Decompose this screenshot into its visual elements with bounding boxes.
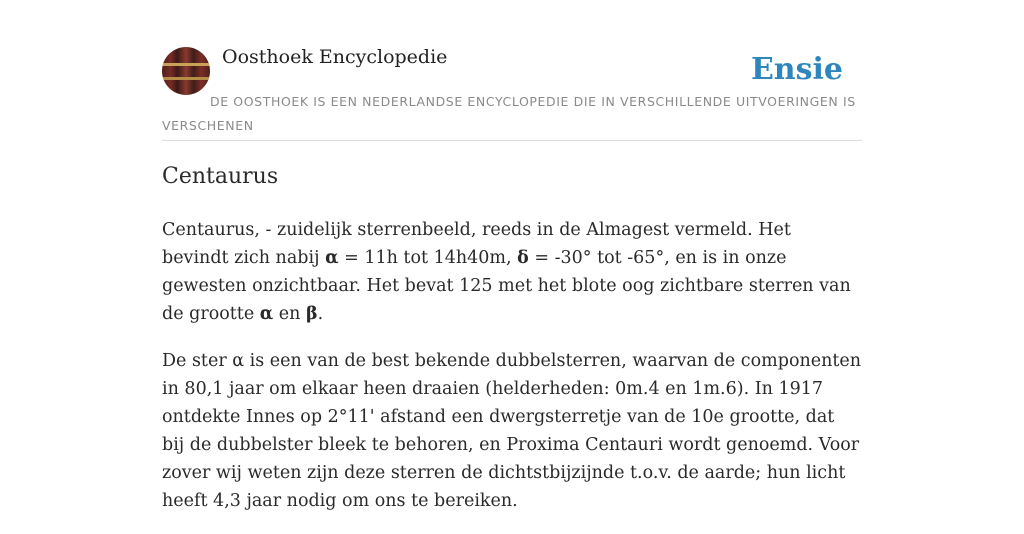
article-title: Centaurus [162,164,279,189]
text-segment: . [317,304,324,324]
text-segment: en [273,304,306,324]
text-segment: = 11h tot 14h40m, [338,248,518,268]
paragraph-1 [162,216,862,328]
book-spine-band [162,63,210,66]
delta-symbol: δ [517,248,529,268]
encyclopedia-books-avatar[interactable] [162,47,210,95]
beta-symbol: β [305,304,318,324]
book-spine-band [162,77,210,80]
text-segment: = -30° tot -65°, en is in onze gewesten onzichtbaar. Het bevat 125 met het blote oog zichtbare sterren van de grootte [162,248,851,324]
site-header [162,0,862,141]
alpha-symbol: α [325,248,339,268]
alpha-symbol: α [259,304,274,324]
site-tagline: DE OOSTHOEK IS EEN NEDERLANDSE ENCYCLOPEDIE DIE IN VERSCHILLENDE UITVOERINGEN IS VERSCHENEN [162,94,856,133]
site-title[interactable]: Oosthoek Encyclopedie [222,46,448,68]
article-body [162,216,862,534]
ensie-logo[interactable]: Ensie [750,52,843,87]
page-container [162,0,862,511]
text-segment: Centaurus, - zuidelijk sterrenbeeld, reeds in de Almagest vermeld. Het bevindt zich nabij [162,220,791,268]
paragraph-2: De ster α is een van de best bekende dubbelsterren, waarvan de componenten in 80,1 jaar om elkaar heen draaien (helderheden: 0m.4 en 1m.6). In 1917 ontdekte Innes op 2°11' afstand een dwergsterretje van de 10e grootte, dat bij de dubbelster bleek te behoren, en Proxima Centauri wordt genoemd. Voor zover wij weten zijn deze sterren de dichtstbijzijnde t.o.v. de aarde; hun licht heeft 4,3 jaar nodig om ons te bereiken. [162,351,862,511]
